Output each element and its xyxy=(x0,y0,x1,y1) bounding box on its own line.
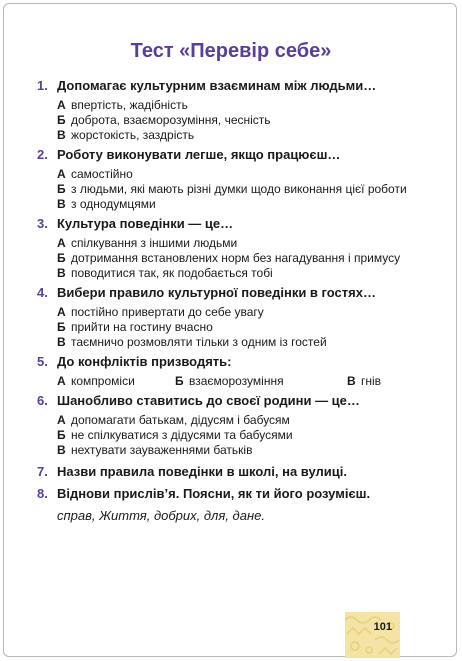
question-4 xyxy=(37,285,437,350)
question-6 xyxy=(37,393,437,458)
question-text: Культура поведінки — це… xyxy=(57,216,234,231)
question-7 xyxy=(37,464,437,480)
question-8 xyxy=(37,486,437,523)
question-number: 5. xyxy=(37,354,48,369)
answer-option: В поводитися так, як подобається тобі xyxy=(57,266,273,280)
page-number-tab xyxy=(345,612,400,658)
question-number: 3. xyxy=(37,216,48,231)
answer-option: Б дотримання встановлених норм без нагадування і примусу xyxy=(57,251,401,265)
question-text: Допомагає культурним взаєминам між людьми… xyxy=(57,78,377,93)
answer-option: А допомагати батькам, дідусям і бабусям xyxy=(57,413,290,427)
answer-option: Б з людьми, які мають різні думки щодо виконання цієї роботи xyxy=(57,182,407,196)
question-1 xyxy=(37,78,437,143)
answer-option: Б доброта, взаєморозуміння, чесність xyxy=(57,113,271,127)
question-number: 2. xyxy=(37,147,48,162)
question-2 xyxy=(37,147,437,212)
question-number: 6. xyxy=(37,393,48,408)
ornament-pattern-icon xyxy=(345,612,400,658)
answer-option: В жорстокість, заздрість xyxy=(57,128,195,142)
answer-option: Б прийти на гостину вчасно xyxy=(57,320,213,334)
answer-option: В нехтувати зауваженнями батьків xyxy=(57,443,253,457)
question-3 xyxy=(37,216,437,281)
question-text: Шанобливо ставитись до своєї родини — це… xyxy=(57,393,360,408)
question-number: 1. xyxy=(37,78,48,93)
answer-option: Б взаєморозуміння xyxy=(175,374,284,388)
answer-option: В з однодумцями xyxy=(57,197,156,211)
question-text: Назви правила поведінки в школі, на вулиці. xyxy=(57,464,347,479)
question-text: До конфліктів призводять: xyxy=(57,354,232,369)
answer-option: А постійно привертати до себе увагу xyxy=(57,305,264,319)
proverb-words: справ, Життя, добрих, для, дане. xyxy=(57,508,265,523)
answer-option: В гнів xyxy=(347,374,382,388)
answer-option: А компроміси xyxy=(57,374,135,388)
question-number: 8. xyxy=(37,486,48,501)
question-text: Роботу виконувати легше, якщо працюєш… xyxy=(57,147,341,162)
answer-option: Б не спілкуватися з дідусями та бабусями xyxy=(57,428,293,442)
question-number: 7. xyxy=(37,464,48,479)
page-number: 101 xyxy=(373,621,392,633)
question-text: Віднови прислів’я. Поясни, як ти його розумієш. xyxy=(57,486,371,501)
answer-option: В таємничо розмовляти тільки з одним із гостей xyxy=(57,335,327,349)
question-5 xyxy=(37,354,437,389)
answer-option: А самостійно xyxy=(57,167,133,181)
question-number: 4. xyxy=(37,285,48,300)
page-title: Тест «Перевір себе» xyxy=(130,40,332,62)
answer-option: А впертість, жадібність xyxy=(57,98,188,112)
question-text: Вибери правило культурної поведінки в гостях… xyxy=(57,285,376,300)
answer-option: А спілкування з іншими людьми xyxy=(57,236,238,250)
test-content xyxy=(37,78,437,523)
